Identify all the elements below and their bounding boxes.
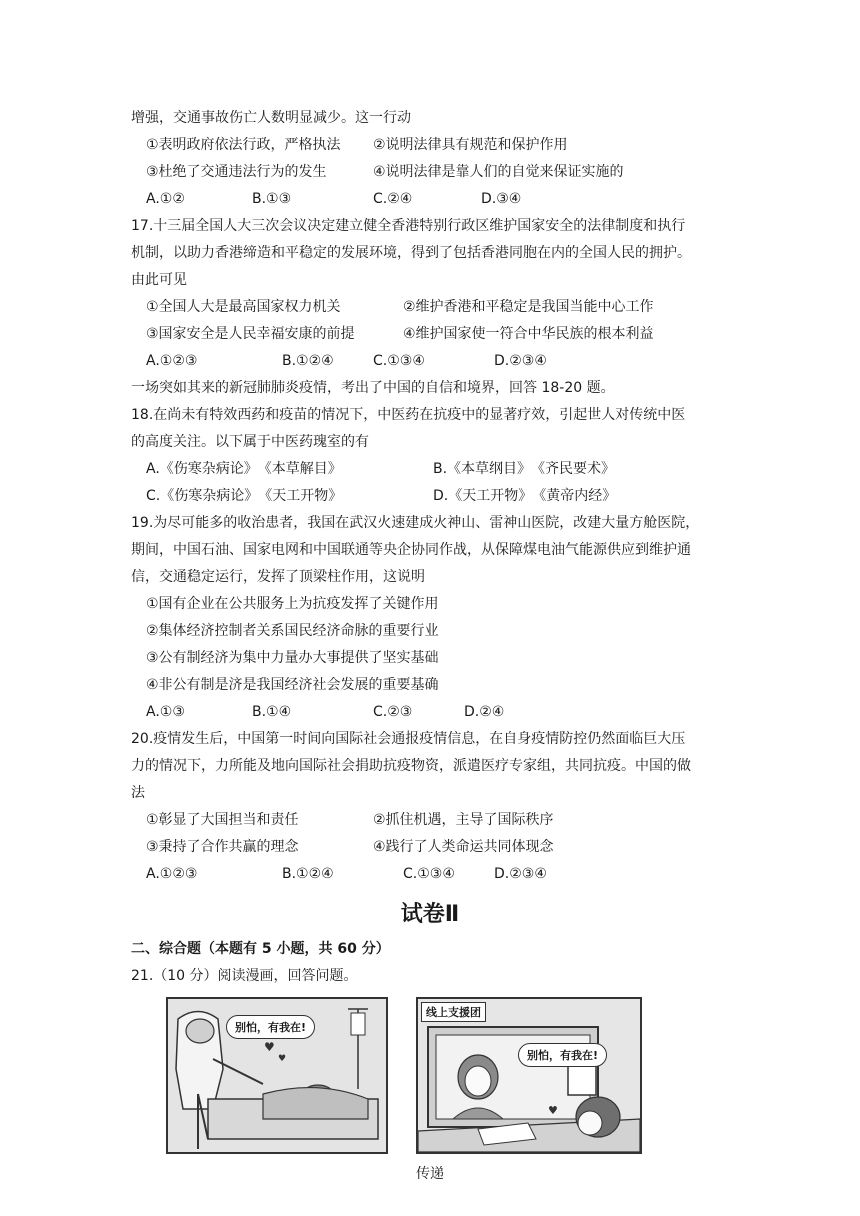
q20-statement-2: ②抓住机遇，主导了国际秩序 — [373, 812, 554, 828]
q20-option-d: D.②③④ — [494, 866, 547, 882]
q19-option-b: B.①④ — [252, 704, 292, 720]
q20-option-c: C.①③④ — [403, 866, 455, 882]
q19-stem-line-3: 信，交通稳定运行，发挥了顶梁柱作用，这说明 — [131, 569, 425, 585]
q16-stem-line: 增强，交通事故伤亡人数明显减少。这一行动 — [131, 110, 411, 126]
q18-option-d: D.《天工开物》 《黄帝内经》 — [433, 488, 617, 504]
q20-statement-3: ③秉持了合作共赢的理念 — [146, 839, 299, 855]
q16-option-b: B.①③ — [252, 191, 292, 207]
q19-stem-line-1: 19.为尽可能多的收治患者，我国在武汉火速建成火神山、雷神山医院，改建大量方舱医院， — [131, 515, 700, 531]
q20-stem-line-1: 20.疫情发生后，中国第一时间向国际社会通报疫情信息，在自身疫情防控仍然面临巨大压 — [131, 731, 686, 747]
q21-stem: 21.（10 分）阅读漫画，回答问题。 — [131, 968, 358, 984]
comic-caption: 传递 — [416, 1166, 444, 1182]
q16-option-a: A.①② — [146, 191, 185, 207]
q17-option-a: A.①②③ — [146, 353, 198, 369]
q20-statement-1: ①彰显了大国担当和责任 — [146, 812, 299, 828]
q17-stem-line-2: 机制，以助力香港缔造和平稳定的发展环境，得到了包括香港同胞在内的全国人民的拥护。 — [131, 245, 691, 261]
comic-panel-right — [416, 997, 642, 1154]
comic-right-label: 线上支援团 — [421, 1002, 486, 1022]
q19-statement-4: ④非公有制是济是我国经济社会发展的重要基确 — [146, 677, 439, 693]
q19-option-c: C.②③ — [373, 704, 413, 720]
q17-stem-line-1: 17.十三届全国人大三次会议决定建立健全香港特别行政区维护国家安全的法律制度和执行 — [131, 218, 686, 234]
q18-option-c: C.《伤寒杂病论》 《天工开物》 — [146, 488, 343, 504]
q20-statement-4: ④践行了人类命运共同体现念 — [373, 839, 554, 855]
q20-option-b: B.①②④ — [282, 866, 334, 882]
q17-stem-line-3: 由此可见 — [131, 272, 187, 288]
group-intro: 一场突如其来的新冠肺肺炎疫情，考出了中国的自信和境界，回答 18-20 题。 — [131, 380, 615, 396]
q16-statement-2: ②说明法律具有规范和保护作用 — [373, 137, 568, 153]
q20-option-a: A.①②③ — [146, 866, 198, 882]
q19-stem-line-2: 期间，中国石油、国家电网和中国联通等央企协同作战，从保障煤电油气能源供应到维护通 — [131, 542, 691, 558]
part2-title: 试卷Ⅱ — [400, 902, 460, 927]
q17-option-b: B.①②④ — [282, 353, 334, 369]
q17-option-d: D.②③④ — [494, 353, 547, 369]
q19-statement-1: ①国有企业在公共服务上为抗疫发挥了关键作用 — [146, 596, 439, 612]
q18-option-a: A.《伤寒杂病论》 《本草解目》 — [146, 461, 342, 477]
q16-option-d: D.③④ — [481, 191, 522, 207]
q19-option-d: D.②④ — [464, 704, 505, 720]
q17-statement-3: ③国家安全是人民幸福安康的前提 — [146, 326, 355, 342]
q17-statement-1: ①全国人大是最高国家权力机关 — [146, 299, 341, 315]
q18-stem-line-1: 18.在尚未有特效西药和疫苗的情况下，中医药在抗疫中的显著疗效，引起世人对传统中医 — [131, 407, 686, 423]
comic-left-speech-bubble: 别怕，有我在! — [226, 1015, 315, 1039]
q16-statement-3: ③杜绝了交通违法行为的发生 — [146, 164, 327, 180]
q19-statement-2: ②集体经济控制者关系国民经济命脉的重要行业 — [146, 623, 439, 639]
q17-option-c: C.①③④ — [373, 353, 425, 369]
q20-stem-line-3: 法 — [131, 785, 145, 801]
svg-text:♥: ♥ — [278, 1054, 287, 1064]
svg-text:♥: ♥ — [264, 1040, 275, 1054]
q18-stem-line-2: 的高度关注。以下属于中医药瑰室的有 — [131, 434, 369, 450]
q18-option-b: B.《本草纲目》 《齐民要术》 — [433, 461, 616, 477]
q19-option-a: A.①③ — [146, 704, 185, 720]
q17-statement-4: ④维护国家使一符合中华民族的根本利益 — [403, 326, 654, 342]
q16-option-c: C.②④ — [373, 191, 413, 207]
comic-panel-left — [166, 997, 388, 1154]
section-heading: 二、综合题（本题有 5 小题，共 60 分） — [131, 941, 390, 957]
svg-text:♥: ♥ — [548, 1104, 558, 1117]
q17-statement-2: ②维护香港和平稳定是我国当能中心工作 — [403, 299, 654, 315]
q19-statement-3: ③公有制经济为集中力量办大事提供了坚实基础 — [146, 650, 439, 666]
comic-right-speech-bubble: 别怕，有我在! — [518, 1043, 607, 1067]
q16-statement-1: ①表明政府依法行政，严格执法 — [146, 137, 341, 153]
q20-stem-line-2: 力的情况下，力所能及地向国际社会捐助抗疫物资，派遣医疗专家组，共同抗疫。中国的做 — [131, 758, 691, 774]
q16-statement-4: ④说明法律是靠人们的自觉来保证实施的 — [373, 164, 624, 180]
